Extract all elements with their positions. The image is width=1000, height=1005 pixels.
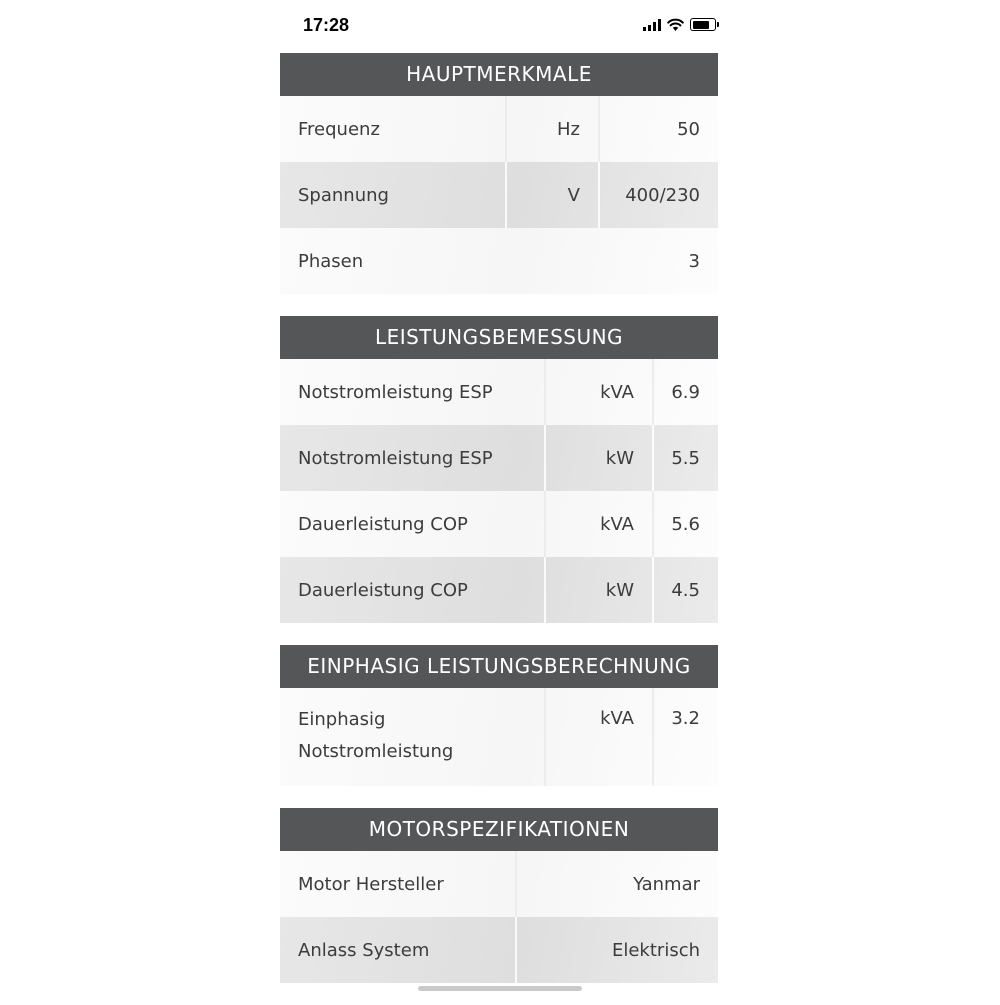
row-unit: kVA	[544, 491, 652, 557]
table-row	[280, 688, 718, 786]
table-row	[280, 851, 718, 917]
row-unit	[505, 228, 598, 294]
table-row	[280, 557, 718, 623]
section-header: EINPHASIG LEISTUNGSBERECHNUNG	[280, 645, 718, 688]
row-value: 5.5	[652, 425, 718, 491]
table-row	[280, 491, 718, 557]
row-label: Phasen	[298, 250, 364, 272]
row-value: Elektrisch	[515, 917, 718, 983]
status-bar	[0, 0, 1000, 50]
row-unit: kW	[544, 425, 652, 491]
section-einphasig	[280, 645, 718, 786]
row-label: Frequenz	[298, 118, 380, 140]
status-time: 17:28	[303, 15, 350, 35]
section-header: LEISTUNGSBEMESSUNG	[280, 316, 718, 359]
row-value: 3	[688, 250, 700, 272]
section-motorspezifikationen	[280, 808, 718, 983]
row-unit: V	[505, 162, 598, 228]
row-unit: kVA	[544, 688, 652, 786]
home-indicator[interactable]	[418, 986, 582, 991]
battery-icon	[690, 18, 716, 31]
row-value: 6.9	[652, 359, 718, 425]
section-header: HAUPTMERKMALE	[280, 53, 718, 96]
table-row	[280, 96, 718, 162]
table-row	[280, 425, 718, 491]
cellular-signal-icon	[643, 19, 661, 31]
row-label: Motor Hersteller	[298, 873, 444, 895]
row-label: Dauerleistung COP	[298, 513, 468, 535]
section-leistungsbemessung	[280, 316, 718, 623]
row-label	[280, 688, 544, 786]
table-row	[280, 162, 718, 228]
spec-content	[280, 53, 718, 1005]
row-label: Anlass System	[298, 939, 430, 961]
row-value: 5.6	[652, 491, 718, 557]
table-row	[280, 359, 718, 425]
row-unit: kW	[544, 557, 652, 623]
table-row	[280, 917, 718, 983]
row-label-line: Einphasig	[298, 709, 386, 730]
row-value: Yanmar	[515, 851, 718, 917]
row-value: 4.5	[652, 557, 718, 623]
table-row	[280, 228, 718, 294]
row-label-line: Notstromleistung	[298, 741, 454, 762]
row-label: Dauerleistung COP	[298, 579, 468, 601]
row-value: 3.2	[652, 688, 718, 786]
row-label: Spannung	[298, 184, 389, 206]
status-icons	[643, 18, 716, 31]
row-value: 50	[598, 96, 718, 162]
wifi-icon	[667, 18, 684, 31]
row-label: Notstromleistung ESP	[298, 447, 493, 469]
row-value: 400/230	[598, 162, 718, 228]
section-hauptmerkmale	[280, 53, 718, 294]
row-unit: kVA	[544, 359, 652, 425]
row-label: Notstromleistung ESP	[298, 381, 493, 403]
section-header: MOTORSPEZIFIKATIONEN	[280, 808, 718, 851]
row-unit: Hz	[505, 96, 598, 162]
